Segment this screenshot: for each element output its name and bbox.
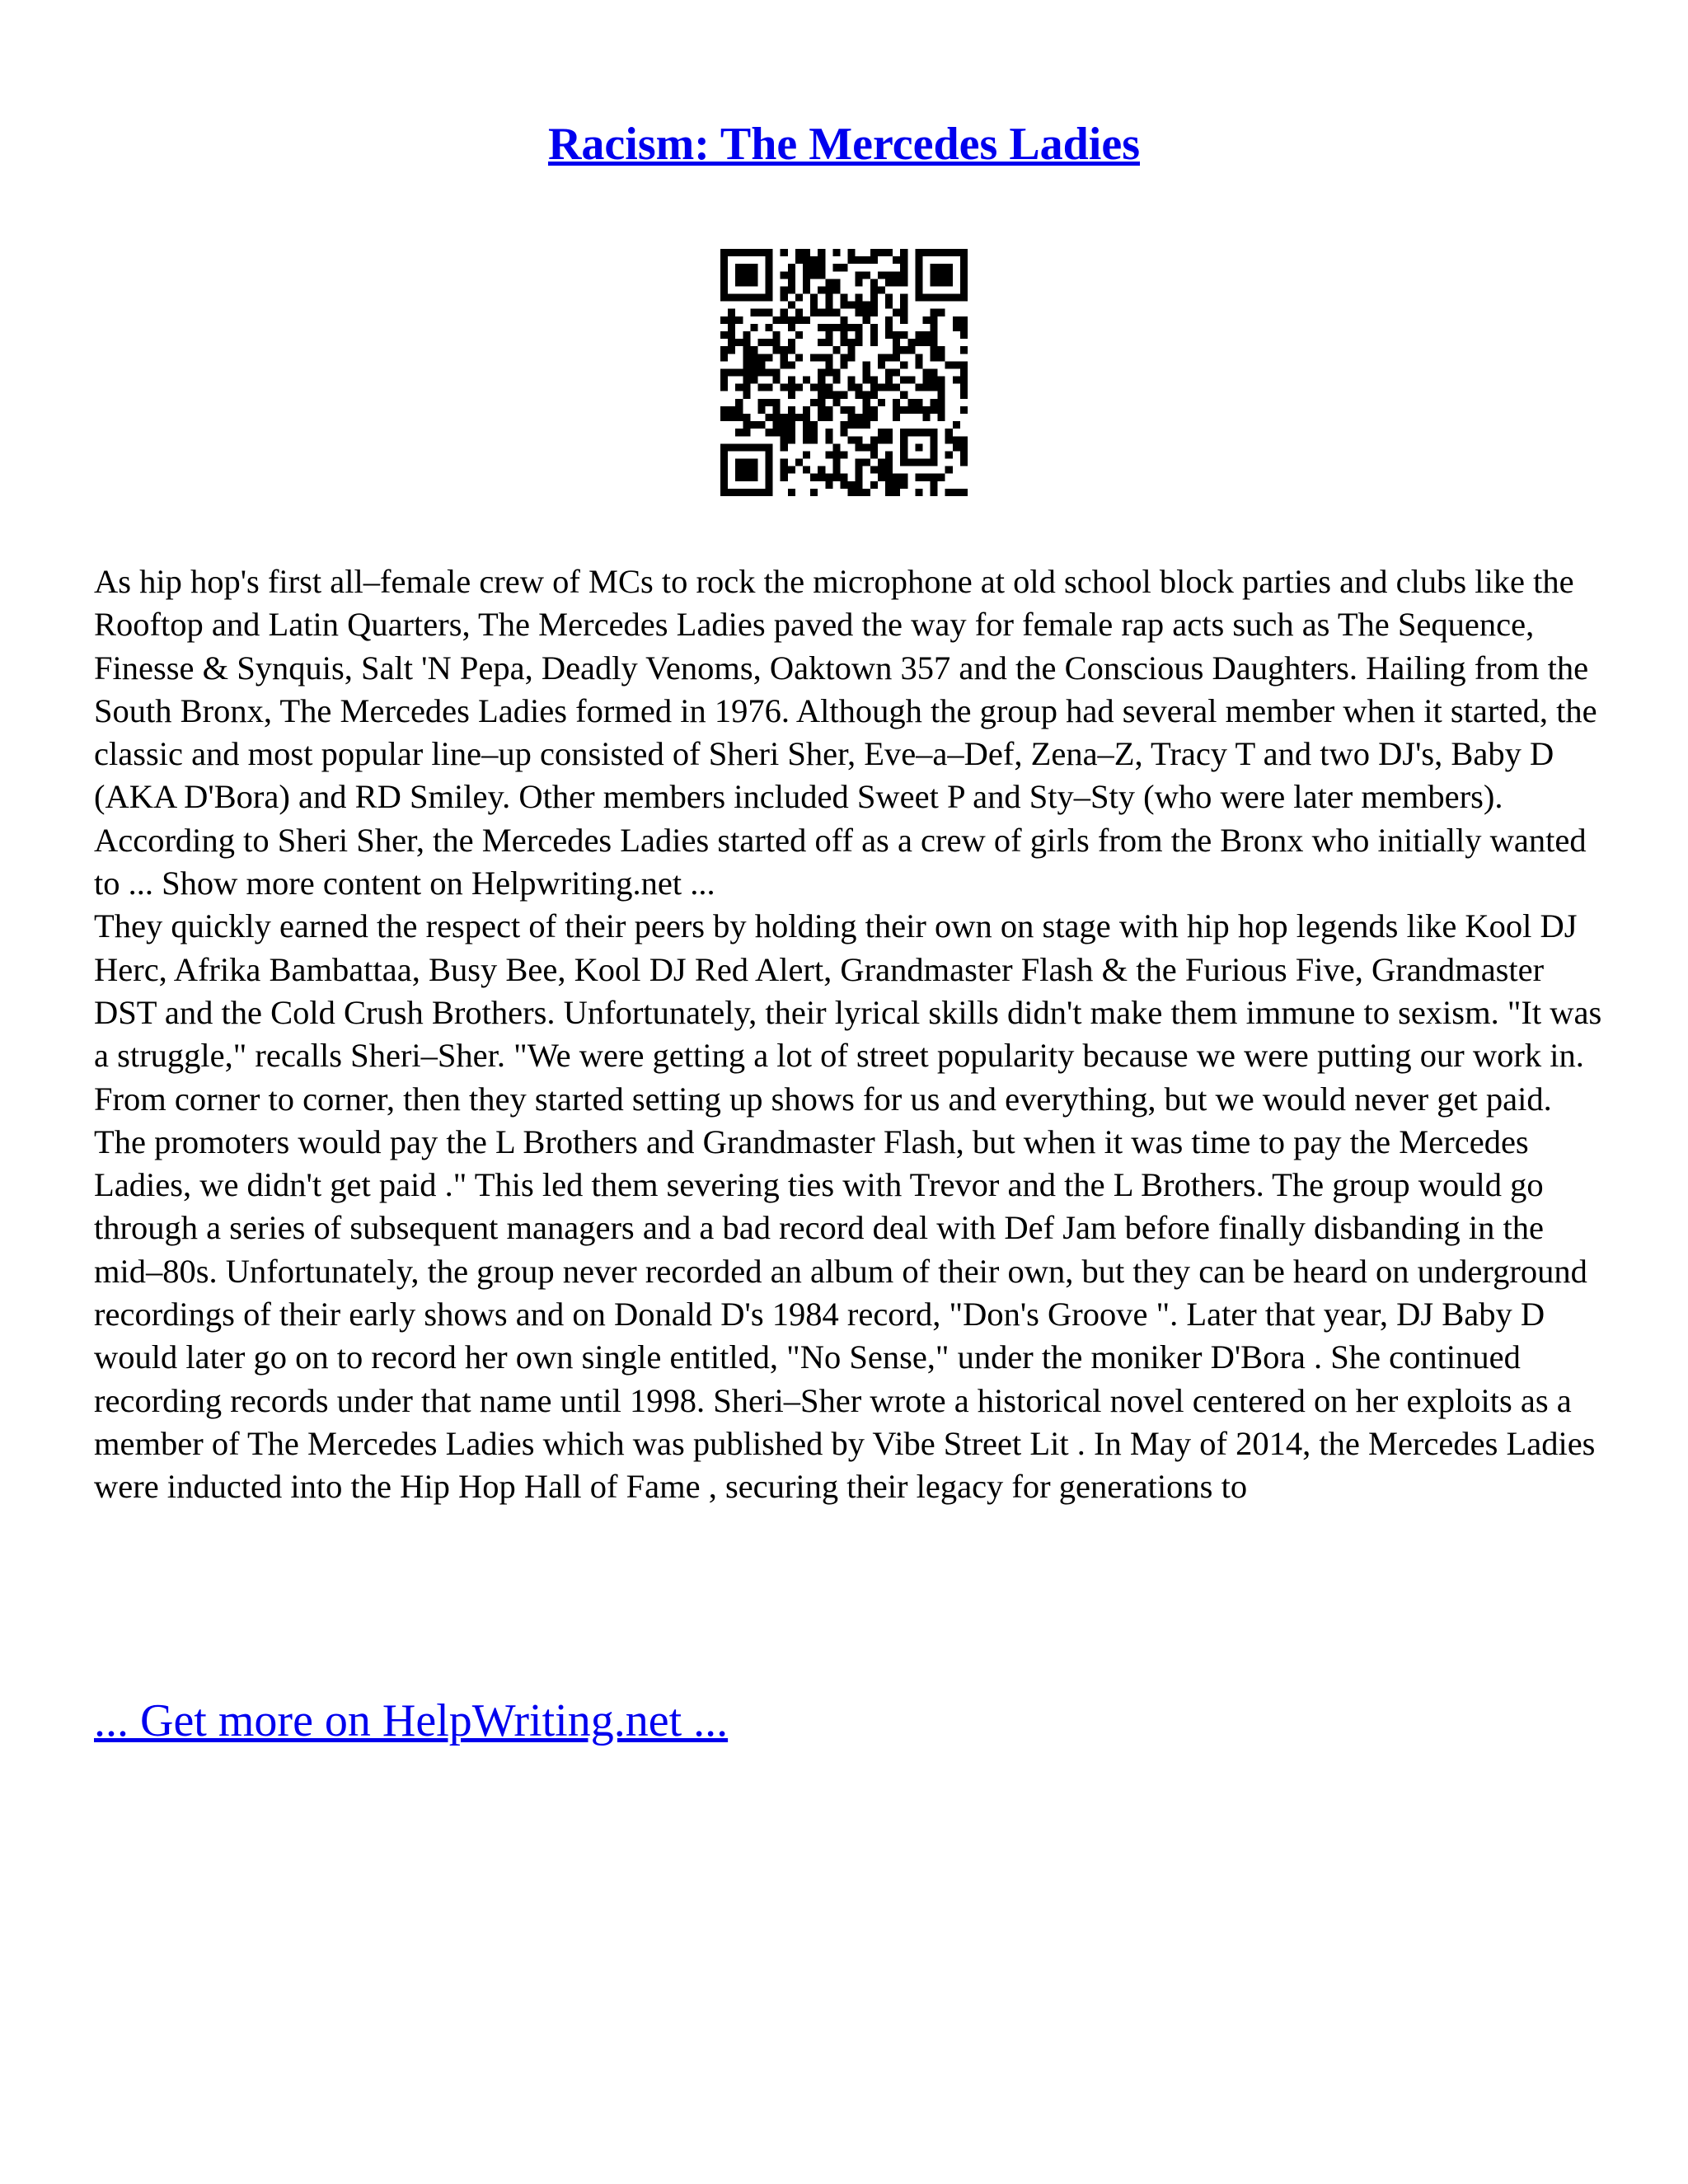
get-more-link-container	[94, 1693, 728, 1749]
qr-code-icon	[720, 249, 968, 496]
paragraph-intro: As hip hop's first all–female crew of MCs to rock the microphone at old school block parties and clubs like the Rooftop and Latin Quarters, The Mercedes Ladies paved the way for female rap acts such as The Sequence, Finesse & Synquis, Salt 'N Pepa, Deadly Venoms, Oaktown 357 and the Conscious Daughters. Hailing from the South Bronx, The Mercedes Ladies formed in 1976. Although the group had several member when it started, the classic and most popular line–up consisted of Sheri Sher, Eve–a–Def, Zena–Z, Tracy T and two DJ's, Baby D (AKA D'Bora) and RD Smiley. Other members included Sweet P and Sty–Sty (who were later members). According to Sheri Sher, the Mercedes Ladies started off as a crew of girls from the Bronx who initially wanted to ... Show more content on Helpwriting.net ...	[94, 563, 1597, 902]
page-title	[0, 115, 1688, 173]
get-more-link[interactable]: ... Get more on HelpWriting.net ...	[94, 1695, 729, 1746]
qr-code-graphic	[720, 249, 968, 496]
title-link[interactable]: Racism: The Mercedes Ladies	[547, 119, 1141, 170]
paragraph-main: They quickly earned the respect of their peers by holding their own on stage with hip hop legends like Kool DJ Herc, Afrika Bambattaa, Busy Bee, Kool DJ Red Alert, Grandmaster Flash & the Furious Five, Grandmaster DST and the Cold Crush Brothers. Unfortunately, their lyrical skills didn't make them immune to sexism. "It was a struggle," recalls Sheri–Sher. "We were getting a lot of street popularity because we were putting our work in. From corner to corner, then they started setting up shows for us and everything, but we would never get paid. The promoters would pay the L Brothers and Grandmaster Flash, but when it was time to pay the Mercedes Ladies, we didn't get paid ." This led them severing ties with Trevor and the L Brothers. The group would go through a series of subsequent managers and a bad record deal with Def Jam before finally disbanding in the mid–80s. Unfortunately, the group never recorded an album of their own, but they can be heard on underground recordings of their early shows and on Donald D's 1984 record, "Don's Groove ". Later that year, DJ Baby D would later go on to record her own single entitled, "No Sense," under the moniker D'Bora . She continued recording records under that name until 1998. Sheri–Sher wrote a historical novel centered on her exploits as a member of The Mercedes Ladies which was published by Vibe Street Lit . In May of 2014, the Mercedes Ladies were inducted into the Hip Hop Hall of Fame , securing their legacy for generations to	[94, 907, 1602, 1506]
article-body	[94, 560, 1611, 1509]
